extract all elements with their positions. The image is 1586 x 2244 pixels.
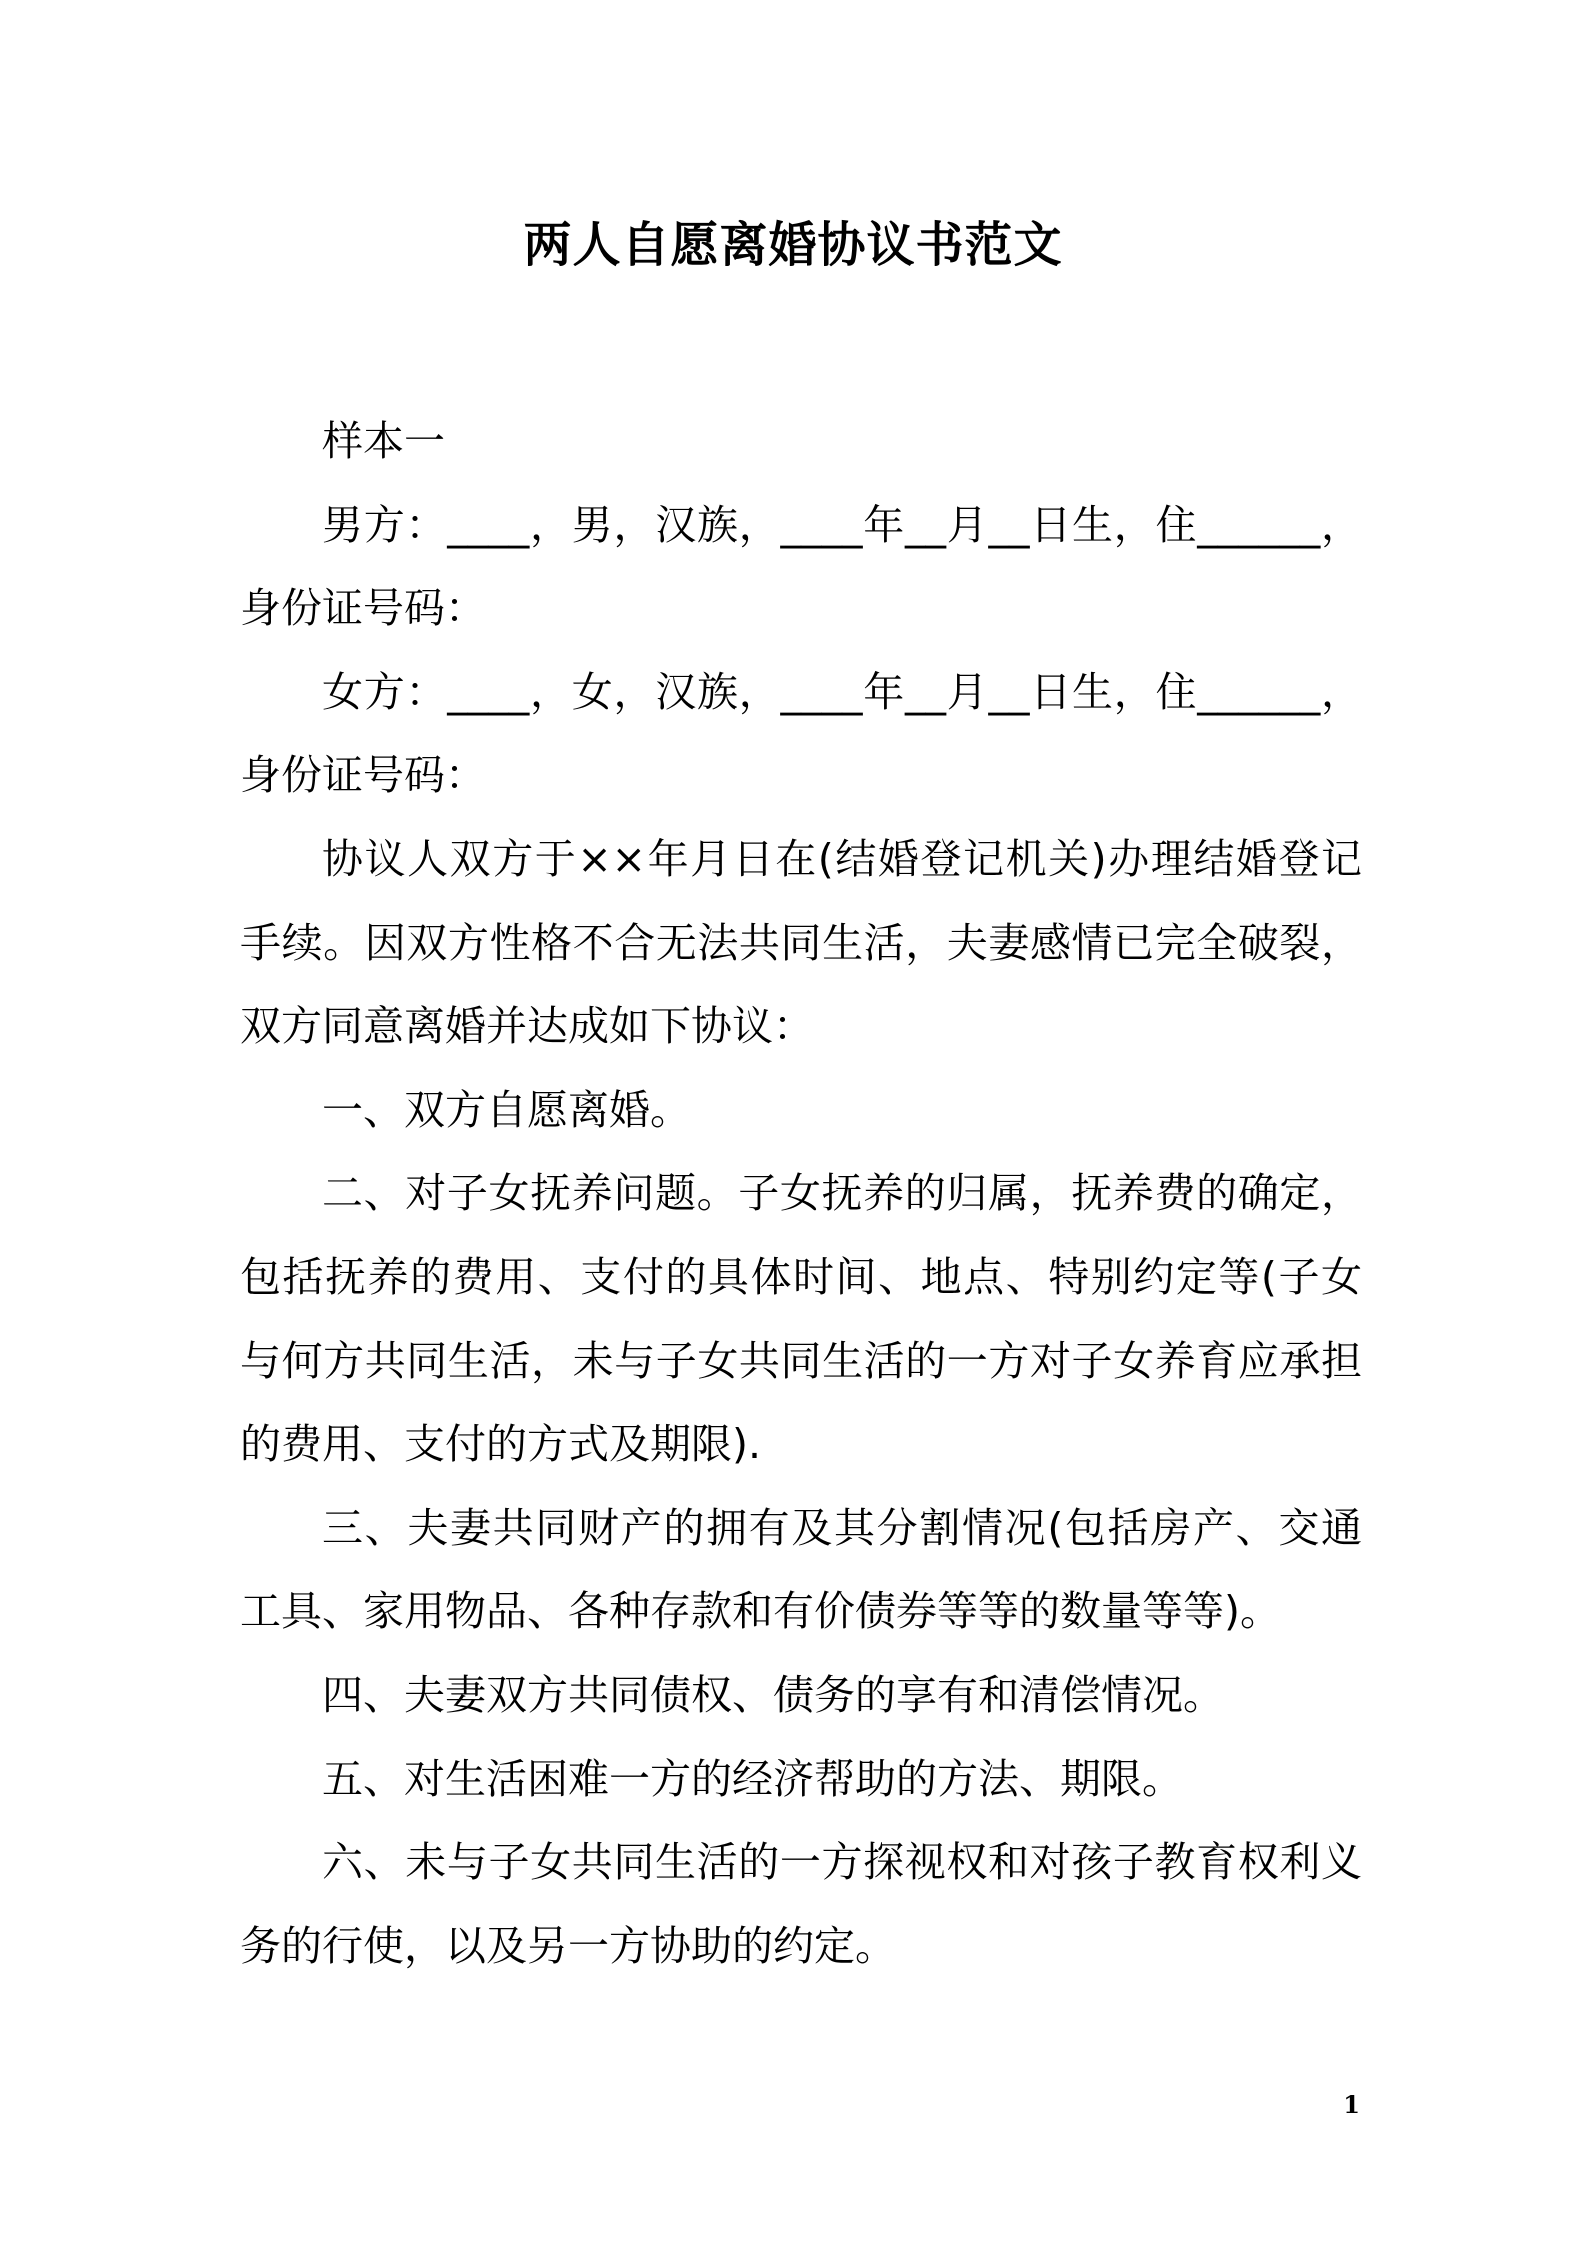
clause-5: 五、对生活困难一方的经济帮助的方法、期限。 <box>322 1754 1183 1803</box>
clause-4: 四、夫妻双方共同债权、债务的享有和清偿情况。 <box>322 1670 1224 1719</box>
male-party-info: 男方：____，男，汉族，____年__月__日生，住______，身份证号码： <box>240 500 1362 633</box>
document-body <box>240 400 1362 1988</box>
female-party-info: 女方：____，女，汉族，____年__月__日生，住______，身份证号码： <box>240 667 1362 800</box>
agreement-preamble: 协议人双方于××年月日在(结婚登记机关)办理结婚登记手续。因双方性格不合无法共同生活，夫妻感情已完全破裂，双方同意离婚并达成如下协议： <box>240 834 1362 1051</box>
document-title: 两人自愿离婚协议书范文 <box>523 217 1063 273</box>
page-number: 1 <box>1343 2090 1360 2119</box>
clause-2: 二、对子女抚养问题。子女抚养的归属，抚养费的确定，包括抚养的费用、支付的具体时间、地点、特别约定等(子女与何方共同生活，未与子女共同生活的一方对子女养育应承担的费用、支付的方式及期限). <box>240 1169 1362 1469</box>
sample-label: 样本一 <box>322 417 445 465</box>
clause-6: 六、未与子女共同生活的一方探视权和对孩子教育权利义务的行使，以及另一方协助的约定。 <box>240 1838 1362 1970</box>
clause-3: 三、夫妻共同财产的拥有及其分割情况(包括房产、交通工具、家用物品、各种存款和有价债券等等的数量等等)。 <box>240 1503 1362 1636</box>
clause-1: 一、双方自愿离婚。 <box>322 1085 691 1134</box>
